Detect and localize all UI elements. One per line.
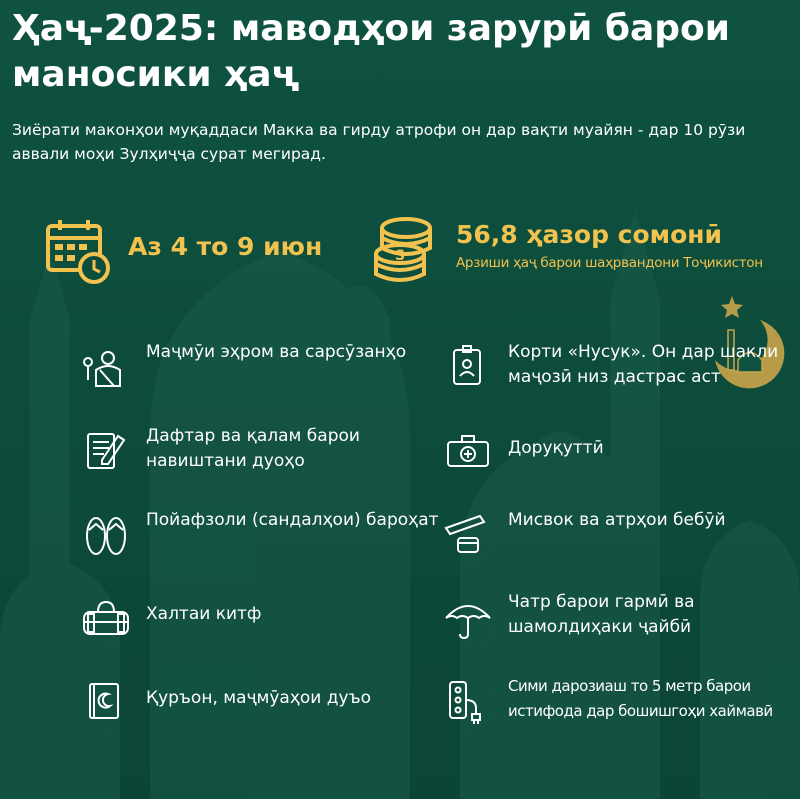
list-item: [74, 424, 434, 490]
item-label: Чатр барои гармӣ ва шамолдиҳаки ҷайбӣ: [508, 592, 695, 637]
list-item: [74, 674, 434, 740]
item-label: Корти «Нусук». Он дар шакли маҷозӣ низ дастрас аст: [508, 342, 779, 387]
notebook-pen-icon: [74, 424, 140, 490]
first-aid-kit-icon: [436, 424, 502, 490]
list-item: [436, 340, 786, 406]
duffel-bag-icon: [74, 590, 140, 656]
id-card-icon: [436, 340, 502, 406]
hajj-date: Аз 4 то 9 июн: [128, 232, 323, 261]
calendar-clock-icon: [44, 216, 116, 286]
page-subtitle: Зиёрати маконҳои муқаддаси Макка ва гирду атрофи он дар вақти муайян - дар 10 рӯзи аввали моҳи Зулҳиҷҷа сурат мегирад.: [12, 121, 746, 163]
item-label: Халтаи китф: [146, 604, 262, 624]
coins-stack-icon: [370, 214, 442, 286]
hajj-price-note: Арзиши ҳаҷ барои шаҳрвандони Тоҷикистон: [456, 255, 763, 271]
item-label: Қуръон, маҷмӯаҳои дуъо: [146, 688, 371, 708]
item-label: Доруқуттӣ: [508, 438, 604, 458]
ihram-clothing-icon: [74, 340, 140, 406]
item-label: Маҷмӯи эҳром ва сарсӯзанҳо: [146, 342, 407, 362]
toiletries-icon: [436, 508, 502, 574]
list-item: [436, 590, 786, 656]
page-title: Ҳаҷ-2025: маводҳои зарурӣ барои маносики ҳаҷ: [12, 8, 730, 95]
umbrella-icon: [436, 590, 502, 656]
list-item: [436, 424, 786, 490]
item-label: Сими дарозиаш то 5 метр барои истифода дар бошишгоҳи хаймавӣ: [508, 677, 773, 720]
list-item: [74, 590, 434, 656]
item-label: Пойафзоли (сандалҳои) бароҳат: [146, 510, 439, 530]
list-item: [436, 508, 786, 574]
item-label: Мисвок ва атрҳои бебӯй: [508, 510, 726, 530]
svg-text:S: S: [394, 248, 406, 264]
sandals-icon: [74, 508, 140, 574]
hajj-price: 56,8 ҳазор сомонӣ: [456, 220, 723, 249]
list-item: [436, 674, 786, 740]
item-label: Дафтар ва қалам барои навиштани дуоҳо: [146, 426, 360, 471]
quran-book-icon: [74, 674, 140, 740]
list-item: [74, 508, 439, 574]
list-item: [74, 340, 434, 406]
extension-cord-icon: [436, 674, 502, 740]
